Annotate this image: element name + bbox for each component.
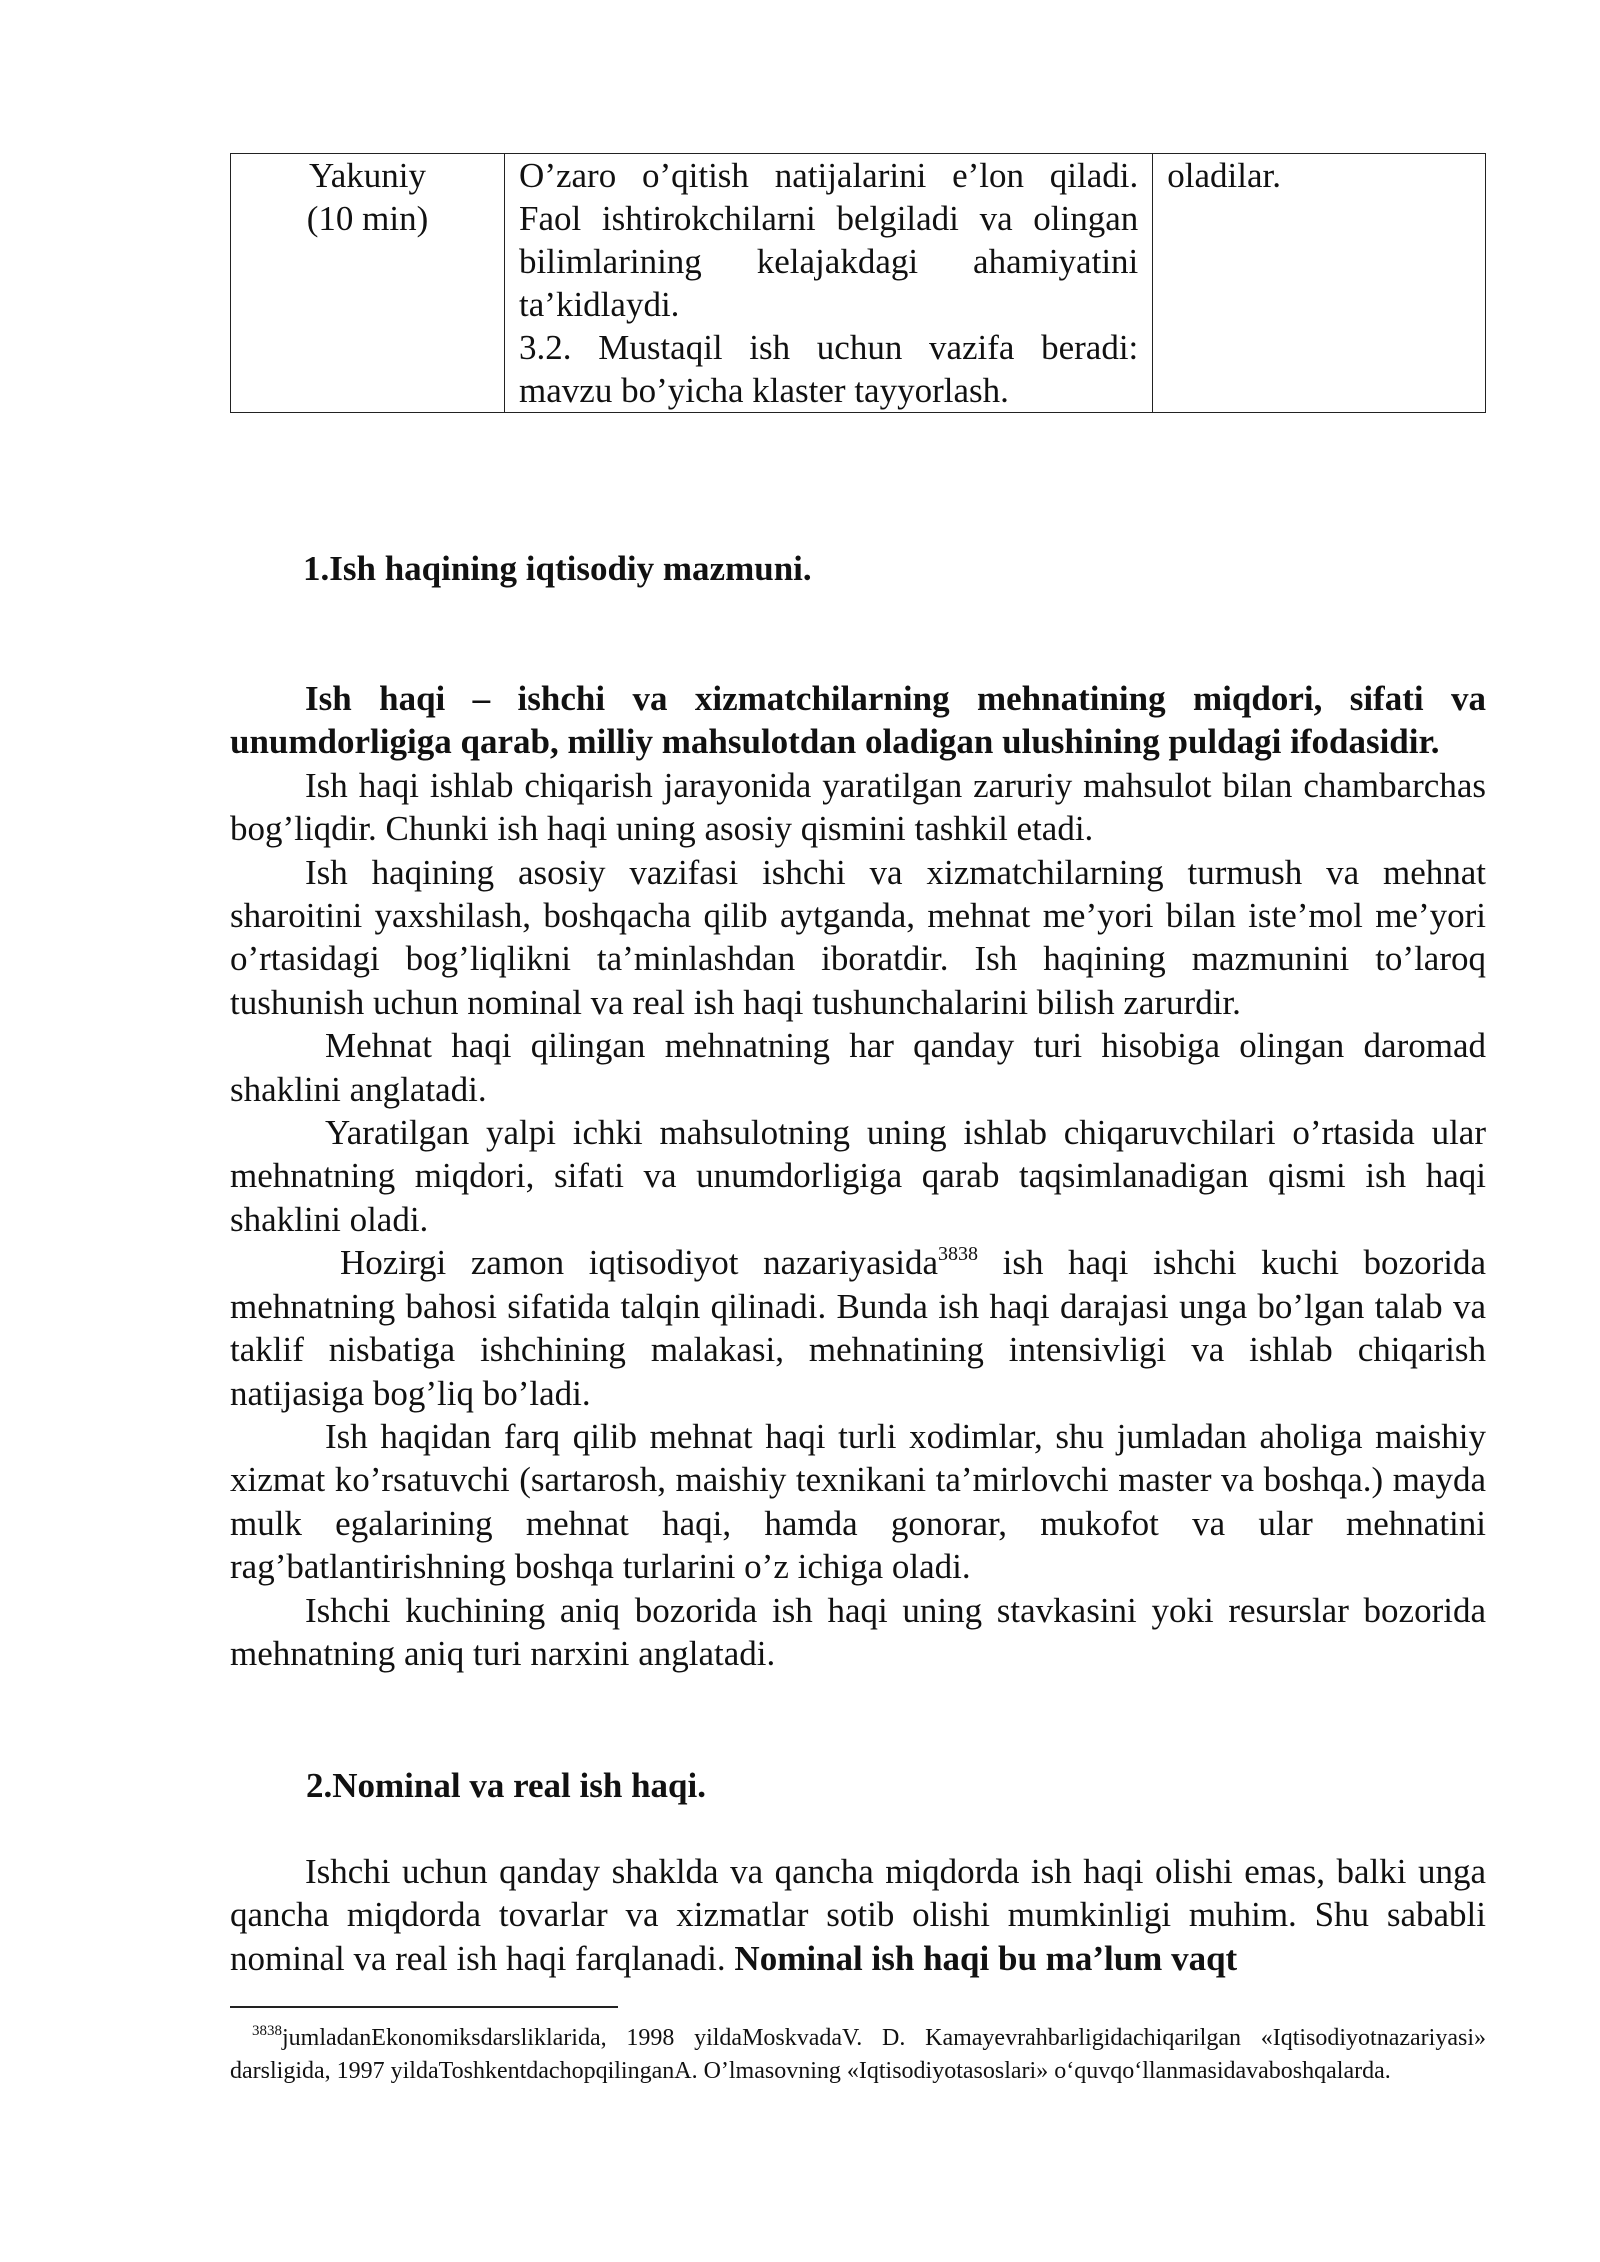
teacher-activity-text: O’zaro o’qitish natijalarini e’lon qiladi. Faol ishtirokchilarni belgiladi va olingan bilimlarining kelajakdagi ahamiyatini ta’kidlaydi. bbox=[519, 156, 1139, 324]
table-row bbox=[231, 154, 1486, 413]
section-body bbox=[230, 1850, 1486, 1980]
student-activity-text: oladilar. bbox=[1167, 156, 1281, 195]
paragraph: Mehnat haqi qilingan mehnatning har qanday turi hisobiga olingan daromad shaklini anglatadi. bbox=[230, 1026, 1486, 1109]
paragraph bbox=[230, 1850, 1486, 1980]
footnote-text: jumladanEkonomiksdarsliklarida, 1998 yildaMoskvadaV. D. Kamayevrahbarligidachiqarilgan «Iqtisodiyotnazariyasi» darsligida, 1997 yildaToshkentdachopqilinganA. O’lmasovning «Iqtisodiyotasoslari» o‘quvqo‘llanmasidavaboshqalarda. bbox=[230, 2025, 1486, 2084]
footnote-number: 3838 bbox=[252, 2023, 282, 2039]
footnote-reference: 3838 bbox=[938, 1243, 979, 1266]
paragraph: Ish haqidan farq qilib mehnat haqi turli xodimlar, shu jumladan aholiga maishiy xizmat ko’rsatuvchi (sartarosh, maishiy texnikani ta’mirlovchi master va boshqa.) mayda mulk egalarining mehnat haqi, hamda gonorar, mukofot va ular mehnatini rag’batlantirishning boshqa turlarini o’z ichiga oladi. bbox=[230, 1416, 1486, 1587]
section-body bbox=[230, 677, 1486, 1675]
section-heading: 2.Nominal va real ish haqi. bbox=[306, 1766, 706, 1805]
paragraph: Ish haqining asosiy vazifasi ishchi va xizmatchilarning turmush va mehnat sharoitini yaxshilash, boshqacha qilib aytganda, mehnat me’yori bilan iste’mol me’yori o’rtasidagi bog’liqlikni ta’minlashdan iboratdir. Ish haqining mazmunini to’laroq tushunish uchun nominal va real ish haqi tushunchalarini bilish zarurdir. bbox=[230, 852, 1486, 1022]
table-cell-student-activity bbox=[1153, 154, 1486, 413]
stage-duration: (10 min) bbox=[306, 199, 429, 238]
teacher-activity-task: 3.2. Mustaqil ish uchun vazifa beradi: mavzu bo’yicha klaster tayyorlash. bbox=[519, 328, 1139, 410]
footnote-separator bbox=[230, 2006, 618, 2008]
section-heading: 1.Ish haqining iqtisodiy mazmuni. bbox=[303, 549, 812, 588]
paragraph-text: ish haqi ishchi kuchi bozorida mehnatning bahosi sifatida talqin qilinadi. Bunda ish haqi darajasi unga bo’lgan talab va taklif nisbatiga ishchining malakasi, mehnatining intensivligi va ishlab chiqarish natijasiga bog’liq bo’ladi. bbox=[230, 1243, 1486, 1413]
paragraph-text: Hozirgi zamon iqtisodiyot nazariyasida bbox=[340, 1243, 939, 1283]
paragraph-bold-text: Nominal ish haqi bu ma’lum vaqt bbox=[734, 1938, 1238, 1978]
paragraph-text: Ishchi uchun qanday shaklda va qancha miqdorda ish haqi olishi emas, balki unga qancha miqdorda tovarlar va xizmatlar sotib olishi mumkinligi muhim. Shu sababli nominal va real ish haqi farqlanadi. bbox=[230, 1852, 1486, 1978]
paragraph: Ish haqi ishlab chiqarish jarayonida yaratilgan zaruriy mahsulot bilan chambarchas bog’liqdir. Chunki ish haqi uning asosiy qismini tashkil etadi. bbox=[230, 765, 1486, 849]
definition-paragraph: Ish haqi – ishchi va xizmatchilarning mehnatining miqdori, sifati va unumdorligiga qarab, milliy mahsulotdan oladigan ulushining puldagi ifodasidir. bbox=[230, 679, 1486, 762]
lesson-plan-table bbox=[230, 153, 1486, 413]
paragraph-with-footnote bbox=[230, 1241, 1486, 1415]
paragraph: Ishchi kuchining aniq bozorida ish haqi uning stavkasini yoki resurslar bozorida mehnatning aniq turi narxini anglatadi. bbox=[230, 1590, 1486, 1673]
table-cell-teacher-activity bbox=[505, 154, 1153, 413]
table-cell-stage bbox=[231, 154, 505, 413]
stage-name: Yakuniy bbox=[309, 156, 427, 195]
footnote bbox=[230, 2022, 1486, 2088]
paragraph: Yaratilgan yalpi ichki mahsulotning uning ishlab chiqaruvchilari o’rtasida ular mehnatning miqdori, sifati va unumdorligiga qarab taqsimlanadigan qismi ish haqi shaklini oladi. bbox=[230, 1113, 1486, 1239]
